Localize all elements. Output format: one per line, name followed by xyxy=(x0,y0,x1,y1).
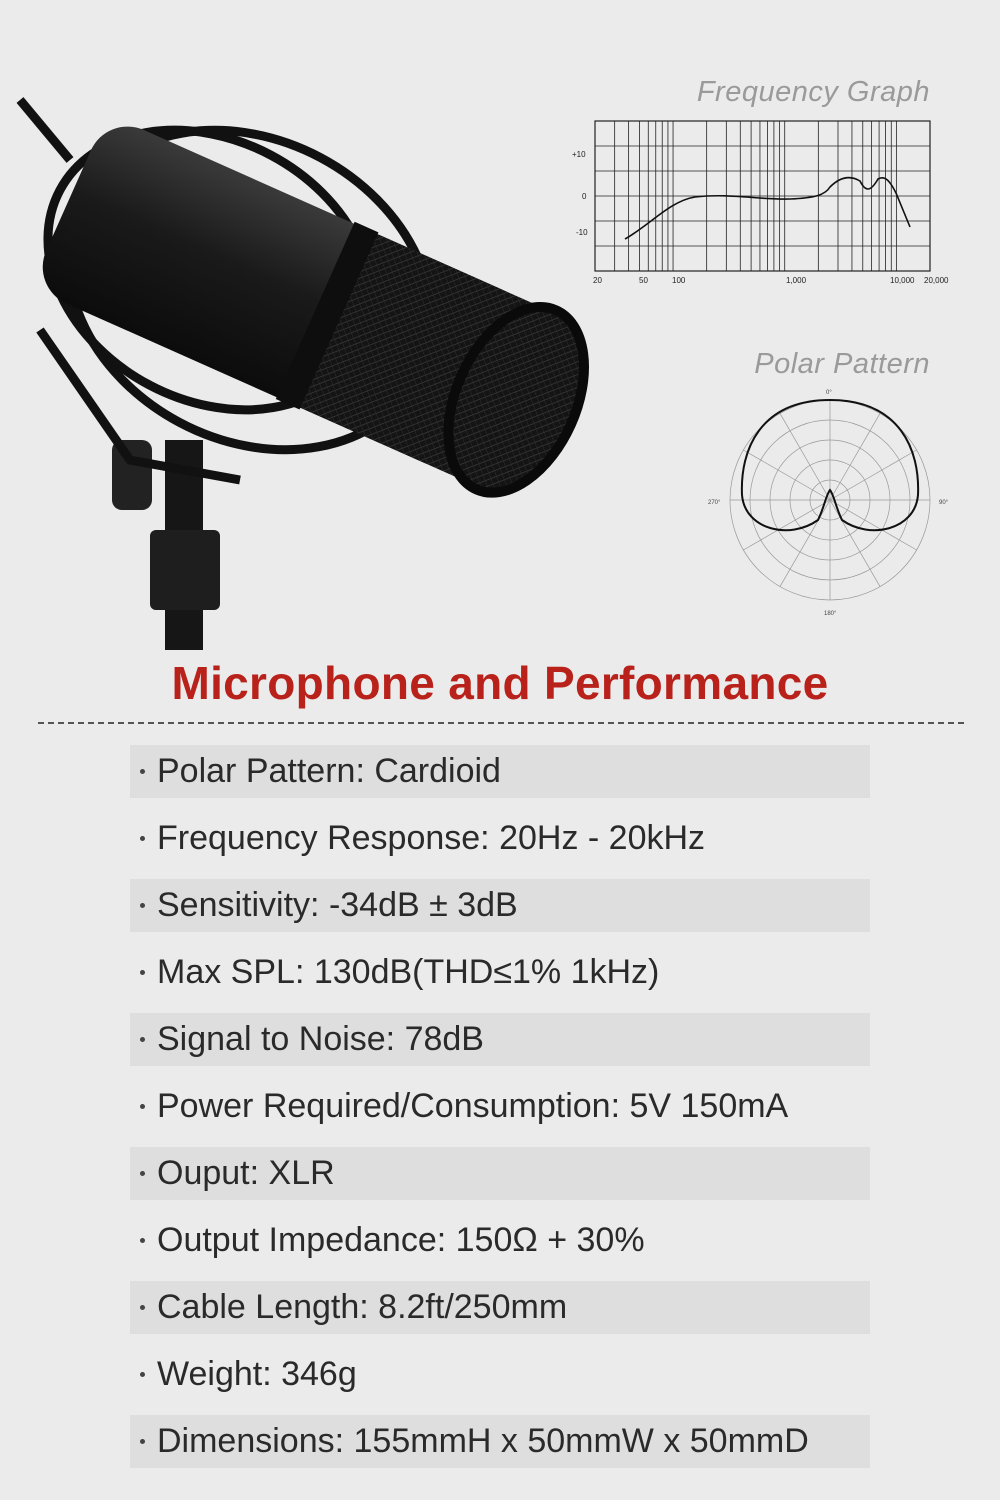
polar-spoke xyxy=(743,500,830,550)
frequency-graph xyxy=(560,115,960,290)
polar-pattern-graph xyxy=(700,380,960,620)
spec-item xyxy=(130,1348,870,1401)
page-title: Microphone and Performance xyxy=(171,657,829,709)
polar-spoke xyxy=(830,500,917,550)
spec-text: Dimensions: 155mmH x 50mmW x 50mmD xyxy=(157,1422,809,1460)
bullet-icon xyxy=(140,1439,145,1444)
spec-item xyxy=(130,1281,870,1334)
bullet-icon xyxy=(140,1171,145,1176)
dashed-divider xyxy=(38,722,964,724)
spec-item xyxy=(130,812,870,865)
bullet-icon xyxy=(140,903,145,908)
x-tick-label: 10,000 xyxy=(890,276,915,285)
polar-spoke xyxy=(780,500,830,587)
spec-text: Power Required/Consumption: 5V 150mA xyxy=(157,1087,789,1125)
bullet-icon xyxy=(140,1037,145,1042)
polar-pattern-title: Polar Pattern xyxy=(754,348,930,380)
polar-spoke xyxy=(780,413,830,500)
frequency-grid xyxy=(595,121,930,271)
polar-angle-label: 180° xyxy=(824,611,837,617)
bullet-icon xyxy=(140,970,145,975)
polar-angle-label: 270° xyxy=(708,500,721,506)
bullet-icon xyxy=(140,1372,145,1377)
spec-item xyxy=(130,745,870,798)
spec-text: Polar Pattern: Cardioid xyxy=(157,752,501,790)
x-tick-label: 20,000 xyxy=(924,276,949,285)
spec-item xyxy=(130,1147,870,1200)
polar-angle-label: 90° xyxy=(939,500,949,506)
spec-item xyxy=(130,946,870,999)
spec-text: Output Impedance: 150Ω + 30% xyxy=(157,1221,645,1259)
spec-item xyxy=(130,879,870,932)
polar-spoke xyxy=(830,450,917,500)
polar-spoke xyxy=(743,450,830,500)
polar-spoke xyxy=(830,413,880,500)
y-tick-label: -10 xyxy=(576,228,588,237)
y-tick-label: +10 xyxy=(572,150,586,159)
x-tick-label: 1,000 xyxy=(786,276,807,285)
spec-item xyxy=(130,1080,870,1133)
bullet-icon xyxy=(140,836,145,841)
spec-text: Ouput: XLR xyxy=(157,1154,335,1192)
spec-text: Frequency Response: 20Hz - 20kHz xyxy=(157,819,706,857)
bullet-icon xyxy=(140,1305,145,1310)
bullet-icon xyxy=(140,1104,145,1109)
polar-angle-label: 0° xyxy=(826,390,832,396)
spec-text: Signal to Noise: 78dB xyxy=(157,1020,484,1058)
spec-text: Cable Length: 8.2ft/250mm xyxy=(157,1288,568,1326)
bullet-icon xyxy=(140,1238,145,1243)
x-tick-label: 50 xyxy=(639,276,648,285)
bullet-icon xyxy=(140,769,145,774)
frequency-graph-title: Frequency Graph xyxy=(696,76,930,108)
polar-spoke xyxy=(830,500,880,587)
spec-item xyxy=(130,1013,870,1066)
spec-text: Max SPL: 130dB(THD≤1% 1kHz) xyxy=(157,953,660,991)
y-tick-label: 0 xyxy=(582,192,587,201)
spec-text: Sensitivity: -34dB ± 3dB xyxy=(157,886,518,924)
x-tick-label: 100 xyxy=(672,276,686,285)
spec-item xyxy=(130,1214,870,1267)
spec-item xyxy=(130,1415,870,1468)
x-tick-label: 20 xyxy=(593,276,602,285)
spec-text: Weight: 346g xyxy=(157,1355,357,1393)
microphone-image xyxy=(0,60,640,650)
spec-list xyxy=(130,745,870,1482)
